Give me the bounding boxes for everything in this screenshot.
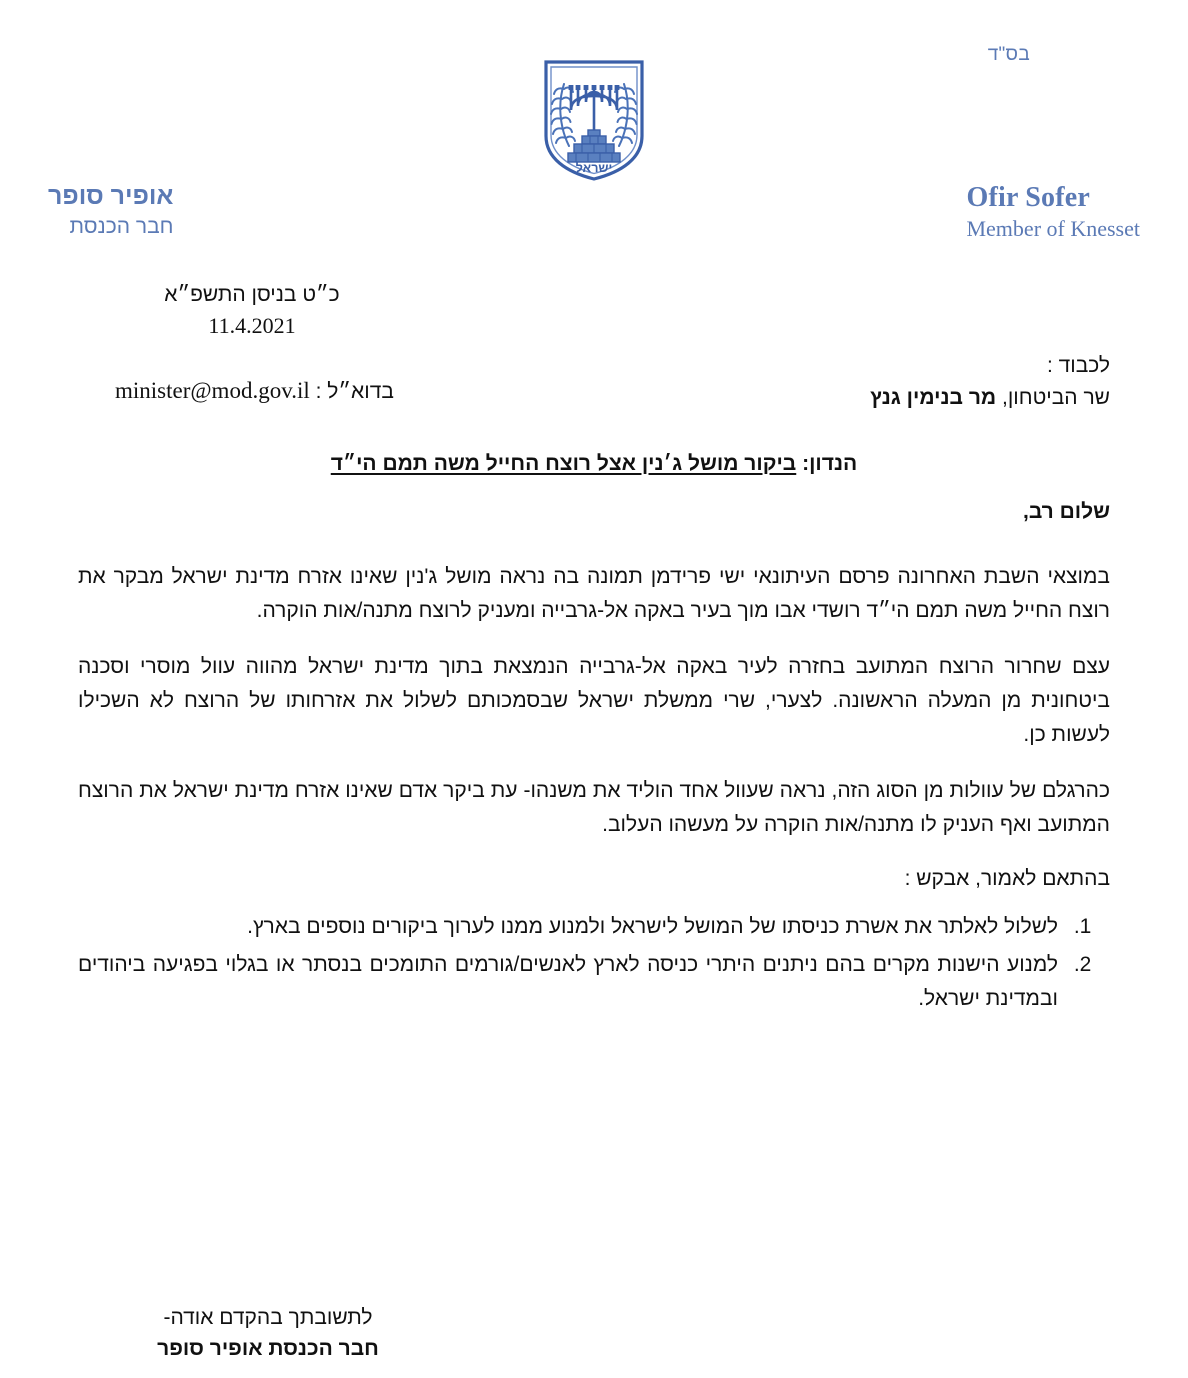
body-paragraph-2: עצם שחרור הרוצח המתועב בחזרה לעיר באקה אל-גרבייה הנמצאת בתוך מדינת ישראל מהווה עוול מוסרי וסכנה ביטחונית מן המעלה הראשונה. לצערי, שרי ממשלת ישראל שבסמכותם לשלול את אזרחותו של הרוצח לא השכילו לעשות כן.: [78, 655, 1110, 747]
list-item: 2. למנוע הישנות מקרים בהם ניתנים היתרי כניסה לארץ לאנשים/גורמים התומכים בנסתר או בגלוי בפגיעה ביהודים ובמדינת ישראל.: [78, 948, 1068, 1016]
body-paragraph-1: במוצאי השבת האחרונה פרסם העיתונאי ישי פרידמן תמונה בה נראה מושל ג'נין שאינו אזרח מדינת ישראל מבקר את רוצח החייל משה תמם הי״ד רושדי אבו מוך בעיר באקה אל-גרבייה ומעניק לרוצח מתנה/אות הוקרה.: [78, 565, 1110, 623]
letterhead-english: [966, 182, 1140, 243]
mk-role-english: Member of Knesset: [966, 216, 1140, 242]
body-paragraph-3: כהרגלם של עוולות מן הסוג הזה, נראה שעוול אחד הוליד את משנהו- עת ביקר אדם שאינו אזרח מדינת ישראל את הרוצח המתועב ואף העניק לו מתנה/אות הוקרה על מעשהו העלוב.: [78, 779, 1110, 837]
addressee-name: מר בנימין גנץ: [870, 385, 997, 409]
mk-role-hebrew: חבר הכנסת: [69, 214, 174, 238]
salutation: שלום רב,: [1023, 500, 1110, 523]
mk-name-hebrew: אופיר סופר: [48, 182, 174, 210]
date-block: [118, 280, 386, 341]
addressee-block: [870, 350, 1110, 413]
subject-line: [0, 452, 1188, 476]
subject-label: הנדון:: [796, 452, 858, 475]
signature-closing: לתשובתך בהקדם אודה-: [163, 1306, 373, 1330]
mk-name-english: Ofir Sofer: [966, 182, 1091, 213]
emblem-wordmark: ישראל: [575, 161, 613, 175]
email-label: בדוא״ל :: [315, 380, 394, 403]
demands-list: [78, 910, 1110, 1016]
addressee-title: שר הביטחון,: [996, 385, 1110, 409]
bsd-mark: בס"ד: [987, 44, 1030, 65]
subject-text: ביקור מושל ג׳נין אצל רוצח החייל משה תמם הי״ד: [330, 452, 797, 475]
email-line: [115, 378, 394, 404]
request-intro: בהתאם לאמור, אבקש :: [904, 867, 1110, 891]
date-gregorian: 11.4.2021: [208, 312, 296, 338]
letterhead: [48, 182, 1140, 243]
israel-state-emblem-icon: [542, 58, 646, 182]
date-hebrew: כ״ט בניסן התשפ״א: [164, 283, 340, 306]
letter-body: [78, 560, 1110, 1020]
addressee-to-label: לכבוד :: [1046, 354, 1110, 377]
addressee-line: [870, 382, 1110, 414]
letterhead-hebrew: [48, 182, 174, 240]
email-address: minister@mod.gov.il: [115, 378, 310, 403]
signature-block: [130, 1303, 406, 1364]
emblem-container: [0, 58, 1188, 182]
signature-name: חבר הכנסת אופיר סופר: [157, 1336, 379, 1360]
list-item: 1. לשלול לאלתר את אשרת כניסתו של המושל לישראל ולמנוע ממנו לערוך ביקורים נוספים בארץ.: [78, 910, 1068, 944]
